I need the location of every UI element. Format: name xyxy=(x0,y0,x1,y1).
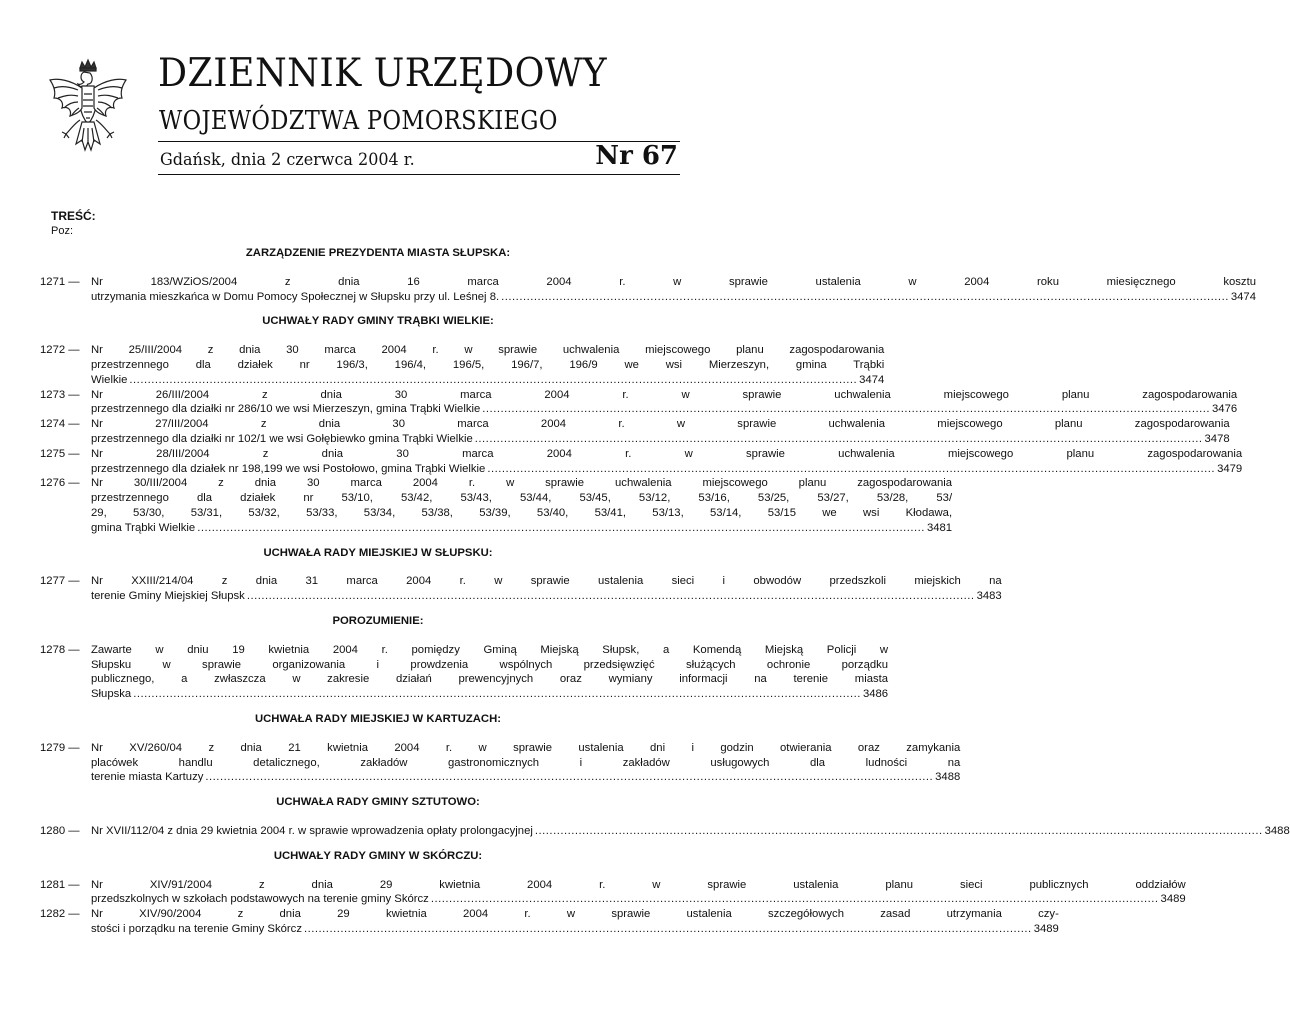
entry-last-line xyxy=(91,824,1290,839)
toc-entry xyxy=(40,476,953,535)
entry-text-line: przestrzennego dla działki nr 102/1 we wsi Gołębiewko gmina Trąbki Wielkie xyxy=(91,432,473,445)
entry-last-line xyxy=(91,432,1230,447)
section-spacer xyxy=(40,839,676,849)
entry-last-line xyxy=(91,290,1256,305)
section-title: UCHWAŁY RADY GMINY W SKÓRCZU: xyxy=(273,849,483,862)
toc-entry xyxy=(40,388,1238,418)
toc-entry xyxy=(40,447,1243,477)
entry-last-line xyxy=(91,687,888,702)
entry-text-line: Nr 26/III/2004 z dnia 30 marca 2004 r. w sprawie uchwalenia miejscowego planu zagospodarowania xyxy=(91,388,1238,401)
entry-last-line xyxy=(91,521,952,536)
toc-entry xyxy=(40,343,885,387)
dot-leader: ........................................................................................................................................................................................................ xyxy=(487,462,1216,475)
entry-position-number: 1274 — xyxy=(40,418,80,431)
entry-text-line: Nr 27/III/2004 z dnia 30 marca 2004 r. w sprawie uchwalenia miejscowego planu zagospodarowania xyxy=(91,418,1230,431)
section-title: UCHWAŁA RADY MIEJSKIEJ W SŁUPSKU: xyxy=(263,546,493,559)
entry-description xyxy=(91,824,1290,839)
table-of-contents xyxy=(40,246,1290,937)
entry-last-line xyxy=(91,589,1002,604)
entry-text-line: przestrzennego dla działki nr 286/10 we wsi Mierzeszyn, gmina Trąbki Wielkie xyxy=(91,403,481,416)
entry-text-line: Wielkie xyxy=(91,373,128,386)
entry-page-number[interactable]: 3479 xyxy=(1217,462,1243,475)
dot-leader: ........................................................................................................................................................................................................ xyxy=(205,771,934,784)
dot-leader: ........................................................................................................................................................................................................ xyxy=(133,688,861,701)
entry-page-number[interactable]: 3474 xyxy=(859,373,885,386)
entry-text-line: Nr 28/III/2004 z dnia 30 marca 2004 r. w sprawie uchwalenia miejscowego planu zagospodarowania xyxy=(91,447,1243,460)
entry-text-line: utrzymania mieszkańca w Domu Pomocy Społecznej w Słupsku przy ul. Leśnej 8. xyxy=(91,290,500,303)
entry-position-number: 1280 — xyxy=(40,824,80,837)
section-spacer xyxy=(40,785,676,795)
section-spacer xyxy=(40,702,676,712)
entry-text-line: przestrzennego dla działek nr 53/10, 53/42, 53/43, 53/44, 53/45, 53/12, 53/16, 53/25, 53/27, 53/28, 53/ xyxy=(91,492,953,505)
entry-position-number: 1273 — xyxy=(40,388,80,401)
entry-description xyxy=(91,447,1242,477)
entry-description xyxy=(91,741,960,785)
entry-page-number[interactable]: 3481 xyxy=(926,521,953,534)
entry-text-line: Nr 25/III/2004 z dnia 30 marca 2004 r. w sprawie uchwalenia miejscowego planu zagospodarowania xyxy=(91,344,885,357)
toc-entry xyxy=(40,878,1186,908)
entry-position-number: 1272 — xyxy=(40,344,80,357)
entry-text-line: Nr XXIII/214/04 z dnia 31 marca 2004 r. w sprawie ustalenia sieci i obwodów przedszkoli miejskich na xyxy=(91,575,1002,588)
toc-section xyxy=(40,314,1243,535)
journal-title: DZIENNIK URZĘDOWY xyxy=(158,51,608,96)
entry-text-line: placówek handlu detalicznego, zakładów gastronomicznych i zakładów usługowych dla ludności na xyxy=(91,756,961,769)
entry-page-number[interactable]: 3488 xyxy=(1264,824,1290,837)
issue-dateline: Gdańsk, dnia 2 czerwca 2004 r. xyxy=(160,150,415,170)
section-title: UCHWAŁA RADY GMINY SZTUTOWO: xyxy=(276,796,480,809)
entry-text-line: terenie Gminy Miejskiej Słupsk xyxy=(91,590,245,603)
entry-page-number[interactable]: 3489 xyxy=(1160,893,1186,906)
entry-text-line: przestrzennego dla działek nr 198,199 we wsi Postołowo, gmina Trąbki Wielkie xyxy=(91,462,486,475)
masthead-divider-bottom xyxy=(158,174,680,175)
entry-text-line: publicznego, a zwłaszcza w zakresie działań prewencyjnych oraz wymiany informacji na terenie miasta xyxy=(91,673,889,686)
entry-description xyxy=(91,476,952,535)
entry-text-line: Nr XIV/90/2004 z dnia 29 kwietnia 2004 r. w sprawie ustalenia szczegółowych zasad utrzymania czy- xyxy=(91,908,1059,921)
dot-leader: ........................................................................................................................................................................................................ xyxy=(129,373,858,386)
toc-entry xyxy=(40,574,1002,604)
entry-text-line: Nr XVII/112/04 z dnia 29 kwietnia 2004 r. w sprawie wprowadzenia opłaty prolongacyjnej xyxy=(91,824,533,837)
entry-last-line xyxy=(91,402,1237,417)
entry-page-number[interactable]: 3488 xyxy=(935,771,961,784)
toc-section xyxy=(40,849,1186,937)
entry-description xyxy=(91,643,888,702)
toc-entry xyxy=(40,275,1256,305)
entry-page-number[interactable]: 3489 xyxy=(1033,922,1059,935)
toc-section xyxy=(40,712,961,785)
entry-last-line xyxy=(91,892,1186,907)
entry-page-number[interactable]: 3483 xyxy=(976,590,1002,603)
entry-last-line xyxy=(91,922,1059,937)
masthead xyxy=(40,52,684,180)
entry-description xyxy=(91,388,1237,418)
dot-leader: ........................................................................................................................................................................................................ xyxy=(501,290,1229,303)
toc-section xyxy=(40,546,1002,604)
entry-position-number: 1276 — xyxy=(40,477,80,490)
entry-text-line: Nr XV/260/04 z dnia 21 kwietnia 2004 r. w sprawie ustalenia dni i godzin otwierania oraz zamykania xyxy=(91,741,961,754)
dot-leader: ........................................................................................................................................................................................................ xyxy=(474,432,1203,445)
entry-description xyxy=(91,878,1186,908)
entry-description xyxy=(91,574,1002,604)
entry-page-number[interactable]: 3486 xyxy=(862,688,889,701)
entry-text-line: przestrzennego dla działek nr 196/3, 196/4, 196/5, 196/7, 196/9 we wsi Mierzeszyn, gmina Trąbki xyxy=(91,358,885,371)
entry-text-line: Nr 30/III/2004 z dnia 30 marca 2004 r. w sprawie uchwalenia miejscowego planu zagospodarowania xyxy=(91,477,953,490)
entry-position-number: 1277 — xyxy=(40,575,80,588)
entry-text-line: Słupsku w sprawie organizowania i prowdzenia wspólnych przedsięwzięć służących ochronie porządku xyxy=(91,658,889,671)
toc-entry xyxy=(40,417,1230,447)
entry-page-number[interactable]: 3478 xyxy=(1204,432,1230,445)
entry-text-line: Nr XIV/91/2004 z dnia 29 kwietnia 2004 r. w sprawie ustalenia planu sieci publicznych oddziałów xyxy=(91,878,1186,891)
toc-position-label: Poz: xyxy=(51,225,74,237)
entry-description xyxy=(91,275,1256,305)
entry-text-line: gmina Trąbki Wielkie xyxy=(91,521,196,534)
toc-entry xyxy=(40,643,889,702)
section-spacer xyxy=(40,604,676,614)
dot-leader: ........................................................................................................................................................................................................ xyxy=(430,893,1159,906)
entry-description xyxy=(91,343,884,387)
entry-text-line: przedszkolnych w szkołach podstawowych na terenie gminy Skórcz xyxy=(91,893,429,906)
entry-last-line xyxy=(91,373,884,388)
dot-leader: ........................................................................................................................................................................................................ xyxy=(246,590,975,603)
section-title: UCHWAŁA RADY MIEJSKIEJ W KARTUZACH: xyxy=(254,712,502,725)
entry-last-line xyxy=(91,770,960,785)
journal-subtitle: WOJEWÓDZTWA POMORSKIEGO xyxy=(159,106,558,136)
entry-text-line: Słupska xyxy=(91,688,132,701)
toc-entry xyxy=(40,741,961,785)
section-title: POROZUMIENIE: xyxy=(332,614,424,627)
entry-position-number: 1281 — xyxy=(40,878,80,891)
toc-entry xyxy=(40,824,1290,839)
section-title: ZARZĄDZENIE PREZYDENTA MIASTA SŁUPSKA: xyxy=(245,247,511,259)
entry-description xyxy=(91,417,1230,447)
entry-position-number: 1282 — xyxy=(40,908,80,921)
entry-position-number: 1271 — xyxy=(40,275,80,288)
entry-page-number[interactable]: 3474 xyxy=(1230,290,1256,303)
entry-text-line: stości i porządku na terenie Gminy Skórcz xyxy=(91,922,302,935)
dot-leader: ........................................................................................................................................................................................................ xyxy=(482,403,1211,416)
section-title: UCHWAŁY RADY GMINY TRĄBKI WIELKIE: xyxy=(262,315,494,328)
entry-position-number: 1275 — xyxy=(40,447,80,460)
dot-leader: ........................................................................................................................................................................................................ xyxy=(197,521,925,534)
polish-eagle-emblem-icon xyxy=(46,58,130,162)
entry-description xyxy=(91,907,1059,937)
dot-leader: ........................................................................................................................................................................................................ xyxy=(303,922,1032,935)
toc-entry xyxy=(40,907,1059,937)
section-spacer xyxy=(40,536,676,546)
entry-page-number[interactable]: 3476 xyxy=(1212,403,1238,416)
entry-text-line: Zawarte w dniu 19 kwietnia 2004 r. pomiędzy Gminą Miejską Słupsk, a Komendą Miejską Policji w xyxy=(91,643,889,656)
toc-heading: TREŚĆ: xyxy=(51,209,96,223)
issue-number: Nr 67 xyxy=(595,141,678,171)
entry-position-number: 1278 — xyxy=(40,643,80,656)
entry-text-line: Nr 183/WZiOS/2004 z dnia 16 marca 2004 r. w sprawie ustalenia w 2004 roku miesięcznego kosztu xyxy=(91,275,1256,288)
toc-section xyxy=(40,795,1290,839)
section-spacer xyxy=(40,304,676,314)
entry-text-line: 29, 53/30, 53/31, 53/32, 53/33, 53/34, 53/38, 53/39, 53/40, 53/41, 53/13, 53/14, 53/15 we wsi Kłodawa, xyxy=(91,506,953,519)
entry-text-line: terenie miasta Kartuzy xyxy=(91,771,204,784)
entry-position-number: 1279 — xyxy=(40,741,80,754)
toc-section xyxy=(40,614,889,702)
toc-section xyxy=(40,246,1256,304)
dot-leader: ........................................................................................................................................................................................................ xyxy=(534,824,1263,837)
entry-last-line xyxy=(91,462,1242,477)
